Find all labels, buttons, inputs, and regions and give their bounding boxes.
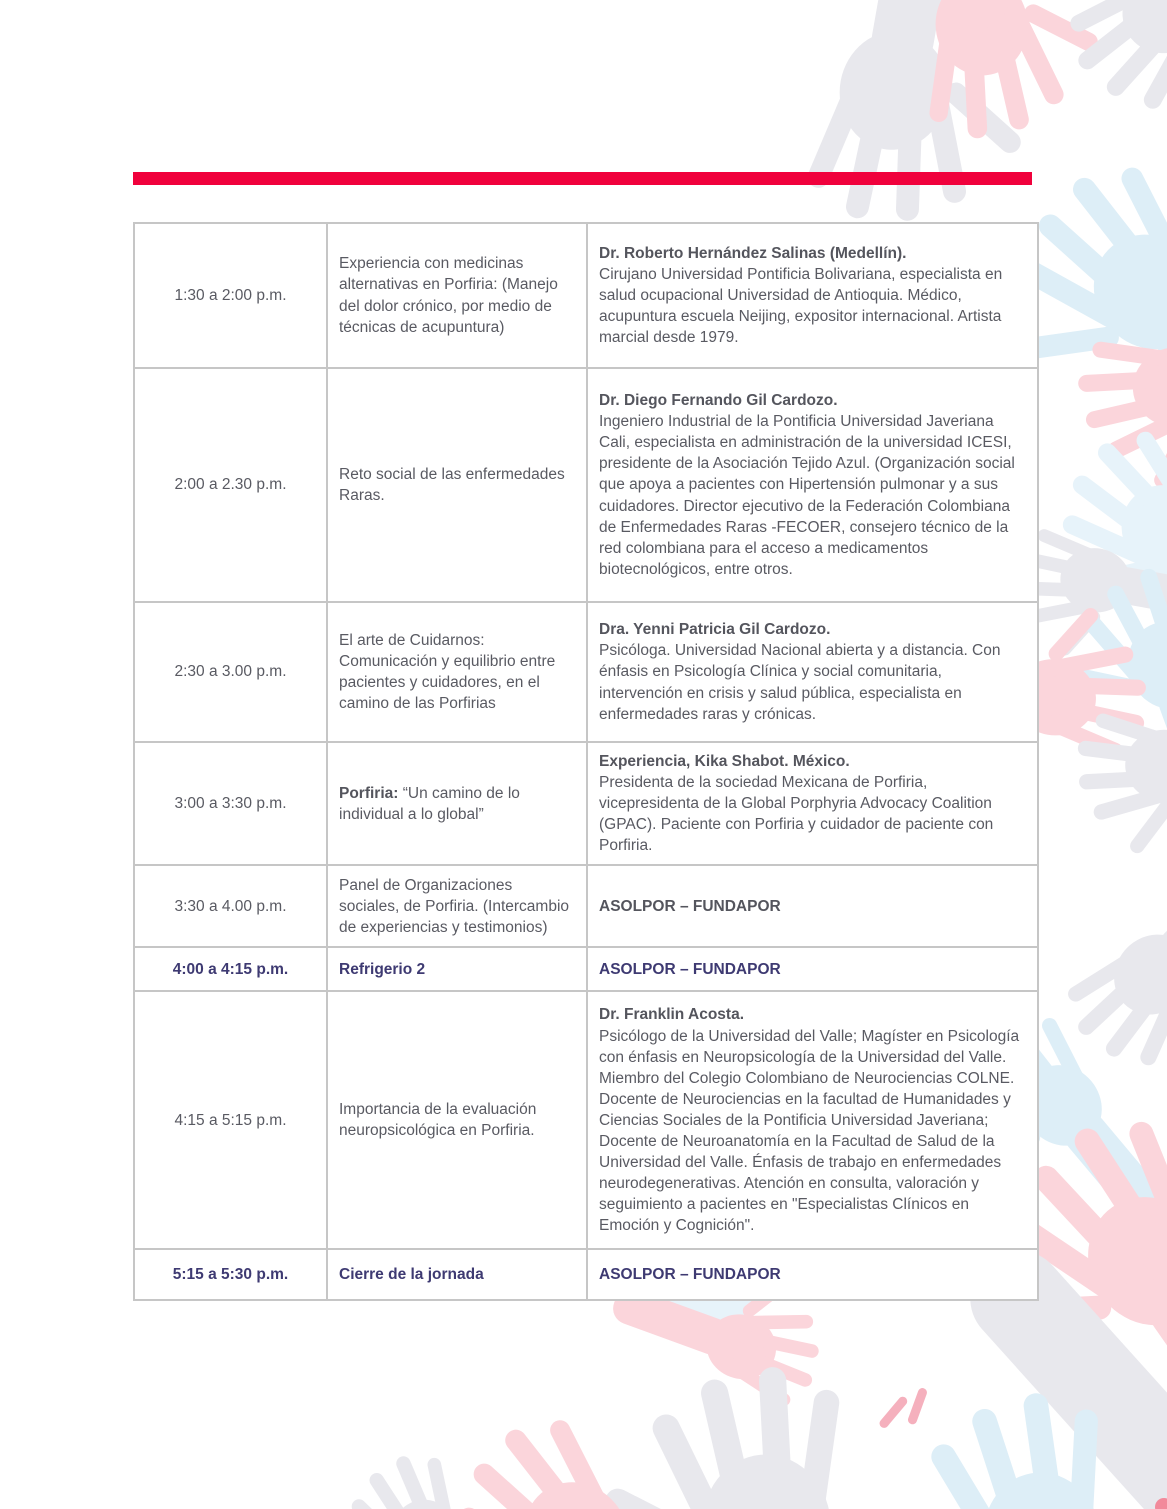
topic-cell: El arte de Cuidarnos: Comunicación y equilibrio entre pacientes y cuidadores, en el camino de las Porfirias [327,602,587,742]
topic-cell: Panel de Organizaciones sociales, de Porfiria. (Intercambio de experiencias y testimonios) [327,865,587,947]
topic-cell: Experiencia con medicinas alternativas en Porfiria: (Manejo del dolor crónico, por medio de técnicas de acupuntura) [327,223,587,368]
speaker-cell: Experiencia, Kika Shabot. México. Presidenta de la sociedad Mexicana de Porfiria, vicepresidenta de la Global Porphyria Advocacy Coalition (GPAC). Paciente con Porfiria y cuidador de paciente con Porfiria. [587,742,1038,865]
time-cell: 4:00 a 4:15 p.m. [134,947,327,991]
topic-cell: Importancia de la evaluación neuropsicológica en Porfiria. [327,991,587,1249]
time-cell: 2:30 a 3.00 p.m. [134,602,327,742]
table-row [134,368,1038,602]
speaker-cell: ASOLPOR – FUNDAPOR [587,865,1038,947]
table-row-highlight [134,1249,1038,1300]
speaker-cell: Dra. Yenni Patricia Gil Cardozo. Psicóloga. Universidad Nacional abierta y a distancia. Con énfasis en Psicología Clínica y social comunitaria, intervención en crisis y salud pública, especialista en enfermedades raras y crónicas. [587,602,1038,742]
time-cell: 2:00 a 2.30 p.m. [134,368,327,602]
topic-cell: Refrigerio 2 [327,947,587,991]
table-row [134,223,1038,368]
speaker-cell: ASOLPOR – FUNDAPOR [587,947,1038,991]
speaker-cell: ASOLPOR – FUNDAPOR [587,1249,1038,1300]
accent-bar [133,172,1032,185]
speaker-cell: Dr. Roberto Hernández Salinas (Medellín). Cirujano Universidad Pontificia Bolivariana, especialista en salud ocupacional Universidad de Antioquia. Médico, acupuntura escuela Neijing, expositor internacional. Artista marcial desde 1979. [587,223,1038,368]
time-cell: 1:30 a 2:00 p.m. [134,223,327,368]
topic-cell: Cierre de la jornada [327,1249,587,1300]
time-cell: 4:15 a 5:15 p.m. [134,991,327,1249]
table-row [134,991,1038,1249]
time-cell: 5:15 a 5:30 p.m. [134,1249,327,1300]
table-row-highlight [134,947,1038,991]
table-row [134,742,1038,865]
gray-hand-icon [590,1361,876,1509]
pink-finger-icon [907,1387,928,1426]
time-cell: 3:00 a 3:30 p.m. [134,742,327,865]
table-row [134,602,1038,742]
speaker-cell: Dr. Franklin Acosta. Psicólogo de la Universidad del Valle; Magíster en Psicología con énfasis en Neuropsicología de la Universidad del Valle. Miembro del Colegio Colombiano de Neurociencias COLNE. Docente de Neurociencias en la facultad de Humanidades y Ciencias Sociales de la Pontificia Universidad Javeriana; Docente de Neuroanatomía en la Facultad de Salud de la Universidad del Valle. Énfasis de trabajo en enfermedades neurodegenerativas. Atención en consulta, valoración y seguimiento a pacientes en "Especialistas Clínicos en Emoción y Cognición". [587,991,1038,1249]
topic-cell: Porfiria: “Un camino de lo individual a lo global” [327,742,587,865]
topic-cell: Reto social de las enfermedades Raras. [327,368,587,602]
table-row [134,865,1038,947]
agenda-table [133,222,1039,1301]
time-cell: 3:30 a 4.00 p.m. [134,865,327,947]
pink-finger-icon [878,1395,909,1430]
speaker-cell: Dr. Diego Fernando Gil Cardozo. Ingeniero Industrial de la Pontificia Universidad Javeriana Cali, especialista en administración de la universidad ICESI, presidente de la Asociación Tejido Azul. (Organización social que apoya a pacientes con Hipertensión pulmonar y a sus cuidadores. Director ejecutivo de la Federación Colombiana de Enfermedades Raras -FECOER, consejero técnico de la red colombiana para el acceso a medicamentos biotecnológicos, entre otros. [587,368,1038,602]
